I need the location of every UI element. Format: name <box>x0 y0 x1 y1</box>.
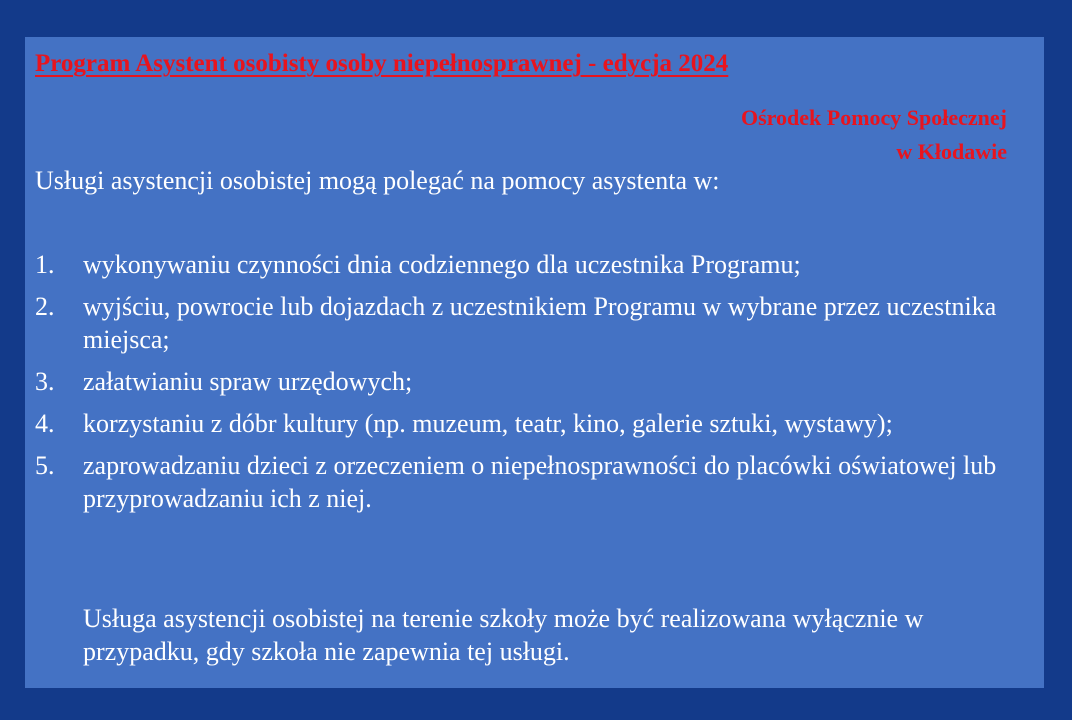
slide-title: Program Asystent osobisty osoby niepełnosprawnej - edycja 2024 <box>35 50 729 77</box>
list-item-text: wyjściu, powrocie lub dojazdach z uczestnikiem Programu w wybrane przez uczestnika miejsca; <box>83 292 997 354</box>
list-item-number: 2. <box>35 292 55 321</box>
organization-name <box>741 101 1007 169</box>
list-item-text: wykonywaniu czynności dnia codziennego dla uczestnika Programu; <box>83 250 801 279</box>
list-item-text: załatwianiu spraw urzędowych; <box>83 367 413 396</box>
list-item-number: 4. <box>35 409 55 438</box>
list-item <box>35 365 1025 398</box>
footnote-text: Usługa asystencji osobistej na terenie szkoły może być realizowana wyłącznie w przypadku, gdy szkoła nie zapewnia tej usługi. <box>83 604 924 666</box>
list-item-number: 5. <box>35 451 55 480</box>
intro-text: Usługi asystencji osobistej mogą polegać na pomocy asystenta w: <box>35 166 720 195</box>
content-panel <box>25 37 1044 688</box>
list-item <box>35 407 1025 440</box>
services-list <box>35 248 1025 524</box>
organization-line-1: Ośrodek Pomocy Społecznej <box>740 105 1007 130</box>
list-item <box>35 248 1025 281</box>
list-item-number: 3. <box>35 367 55 396</box>
list-item <box>35 449 1025 515</box>
list-item-text: zaprowadzaniu dzieci z orzeczeniem o niepełnosprawności do placówki oświatowej lub przyprowadzaniu ich z niej. <box>83 451 997 513</box>
organization-line-2: w Kłodawie <box>896 139 1007 164</box>
list-item <box>35 290 1025 356</box>
list-item-number: 1. <box>35 250 55 279</box>
list-item-text: korzystaniu z dóbr kultury (np. muzeum, teatr, kino, galerie sztuki, wystawy); <box>83 409 893 438</box>
